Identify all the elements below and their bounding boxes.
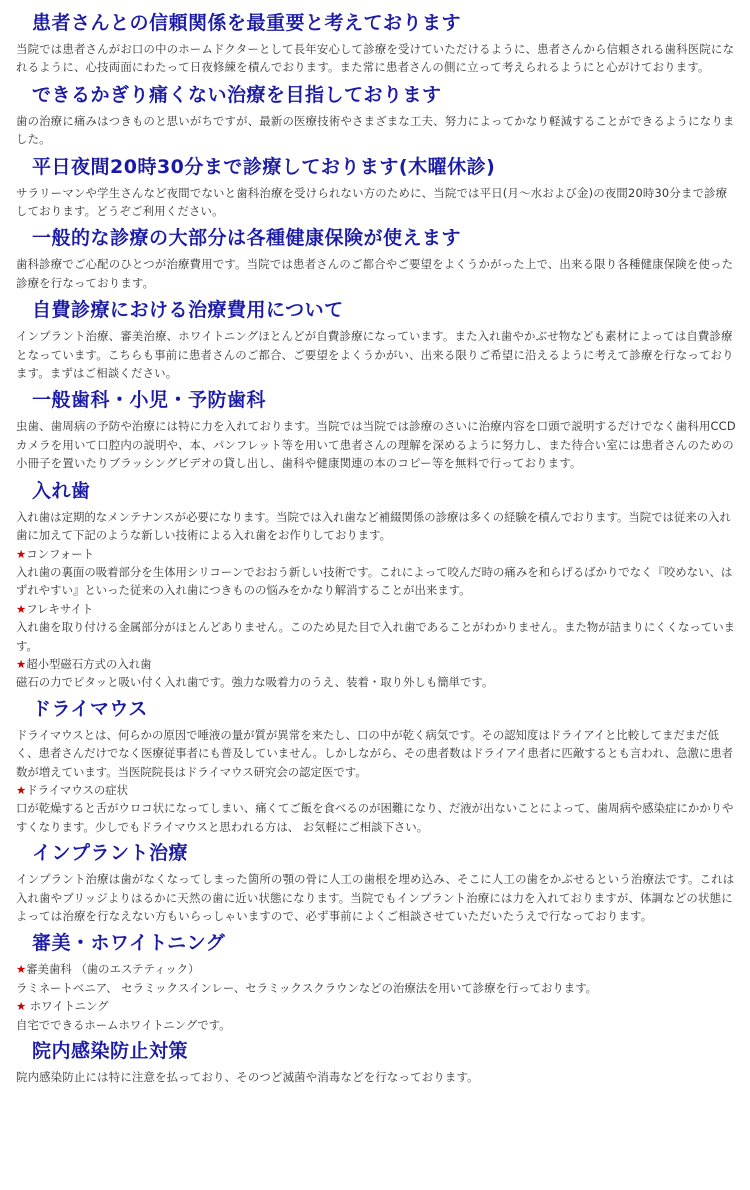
item-title-label: ドライマウスの症状 — [26, 782, 129, 797]
section-insurance — [16, 225, 736, 292]
section-heading: 院内感染防止対策 — [32, 1040, 189, 1063]
section-body — [16, 508, 736, 692]
section-text: 院内感染防止には特に注意を払っており、そのつど滅菌や消毒などを行なっております。 — [16, 1070, 479, 1085]
section-body — [16, 726, 736, 836]
section-infection-control — [16, 1038, 736, 1086]
section-general-dentistry — [16, 387, 736, 472]
star-icon: ★ — [16, 546, 27, 561]
section-heading: 平日夜間20時30分まで診療しております(木曜休診) — [32, 155, 496, 178]
section-text: 当院では患者さんがお口の中のホームドクターとして長年安心して診療を受けていただけるように、患者さんから信頼される歯科医院になれるように、心技両面にわたって日夜修練を積んでおります。また常に患者さんの側に立って考えられるようにと心がけております。 — [16, 42, 735, 75]
section-painless — [16, 82, 736, 149]
list-item-desc: 磁石の力でピタッと吸い付く入れ歯です。強力な吸着力のうえ、装着・取り外しも簡単です。 — [16, 675, 494, 690]
section-heading: インプラント治療 — [32, 842, 189, 865]
section-body — [16, 960, 736, 1034]
section-heading: 一般歯科・小児・予防歯科 — [32, 389, 267, 412]
section-cosmetic — [16, 930, 736, 1034]
section-heading: ドライマウス — [32, 697, 148, 720]
list-item-title — [16, 655, 736, 673]
section-heading: 自費診療における治療費用について — [32, 299, 344, 322]
section-text: ドライマウスとは、何らかの原因で唾液の量が質が異常を来たし、口の中が乾く病気です。その認知度はドライアイと比較してまだまだ低く、患者さんだけでなく医療従事者にも普及していません。しかしながら、その患者数はドライアイ患者に匹敵するとも言われ、急激に患者数が増えています。当医院院長はドライマウス研究会の認定医です。 — [16, 727, 734, 779]
section-hours — [16, 154, 736, 221]
list-item-desc: 自宅でできるホームホワイトニングです。 — [16, 1017, 231, 1032]
section-text: 歯の治療に痛みはつきものと思いがちですが、最新の医療技術やさまざまな工夫、努力によってかなり軽減することができるようになりました。 — [16, 113, 735, 147]
section-heading: 入れ歯 — [32, 479, 91, 502]
list-item-title — [16, 600, 736, 618]
list-item-desc: 口が乾燥すると舌がウロコ状になってしまい、痛くてご飯を食べるのが困難になり、だ液が出ないことによって、歯周病や感染症にかかりやすくなります。少しでもドライマウスと思われる方は、 お気軽にご相談下さい。 — [16, 801, 734, 834]
list-item-title — [16, 545, 736, 563]
item-title-label: 審美歯科 （歯のエステティック） — [26, 962, 200, 977]
section-self-pay — [16, 297, 736, 382]
section-heading: 審美・ホワイトニング — [32, 932, 226, 955]
star-icon: ★ — [16, 782, 27, 797]
list-item-desc: 入れ歯の裏面の吸着部分を生体用シリコーンでおおう新しい技術です。これによって咬んだ時の痛みを和らげるばかりでなく『咬めない、はずれやすい』といった従来の入れ歯につきものの悩みをかなり解消することが出来ます。 — [16, 564, 733, 598]
section-implant — [16, 840, 736, 925]
section-text: インプラント治療は歯がなくなってしまった箇所の顎の骨に人工の歯根を埋め込み、そこに人工の歯をかぶせるという治療法です。これは入れ歯やブリッジよりはるかに天然の歯に近い状態になります。当院でもインプラント治療には力を入れておりますが、体調などの状態によっては治療を行なえない方もいらっしゃいますので、必ず事前によくご相談させていただいたうえで行なっております。 — [16, 872, 735, 923]
list-item-desc: ラミネートベニア、 セラミックスインレー、セラミックスクラウンなどの治療法を用いて診療を行っております。 — [16, 980, 598, 995]
section-text: サラリーマンや学生さんなど夜間でないと歯科治療を受けられない方のために、当院では平日(月～水および金)の夜間20時30分まで診療しております。どうぞご利用ください。 — [16, 185, 728, 219]
section-text: 入れ歯は定期的なメンテナンスが必要になります。当院では入れ歯など補綴関係の診療は多くの経験を積んでおります。当院では従来の入れ歯に加えて下記のような新しい技術による入れ歯をお作りしております。 — [16, 509, 731, 543]
section-trust — [16, 10, 736, 77]
section-dry-mouth — [16, 696, 736, 836]
item-title-label: 超小型磁石方式の入れ歯 — [26, 656, 152, 671]
section-heading: できるかぎり痛くない治療を目指しております — [32, 83, 442, 106]
star-icon: ★ — [16, 601, 27, 616]
star-icon: ★ — [16, 962, 27, 977]
star-icon: ★ — [16, 999, 27, 1014]
list-item-title — [16, 960, 736, 978]
item-title-label: フレキサイト — [26, 601, 94, 616]
list-item-title — [16, 997, 736, 1015]
list-item-desc: 入れ歯を取り付ける金属部分がほとんどありません。このため見た目で入れ歯であることがわかりません。また物が詰まりにくくなっています。 — [16, 620, 735, 653]
section-heading: 一般的な診療の大部分は各種健康保険が使えます — [32, 227, 462, 250]
section-dentures — [16, 478, 736, 692]
section-heading: 患者さんとの信頼関係を最重要と考えております — [32, 12, 462, 34]
item-title-label: ホワイトニング — [26, 999, 109, 1014]
section-text: 歯科診療でご心配のひとつが治療費用です。当院では患者さんのご都合やご要望をよくうかがった上で、出来る限り各種健康保険を使った診療を行なっております。 — [16, 257, 734, 290]
section-text: 虫歯、歯周病の予防や治療には特に力を入れております。当院では当院では診療のさいに治療内容を口頭で説明するだけでなく歯科用CCDカメラを用いて口腔内の説明や、本、パンフレット等を用いて患者さんの理解を深めるように努力し、また待合い室には患者さんのための小冊子を置いたりブラッシングビデオの貸し出し、歯科や健康関連の本のコピー等を無料で行っております。 — [16, 419, 736, 471]
list-item-title — [16, 781, 736, 799]
item-title-label: コンフォート — [26, 546, 94, 561]
star-icon: ★ — [16, 656, 27, 671]
section-text: インプラント治療、審美治療、ホワイトニングほとんどが自費診療になっています。また入れ歯やかぶせ物なども素材によっては自費診療となっています。こちらも事前に患者さんのご都合、ご要望をよくうかがい、出来る限りご希望に沿えるように考えて診療を行なっております。まずはご相談ください。 — [16, 329, 734, 381]
